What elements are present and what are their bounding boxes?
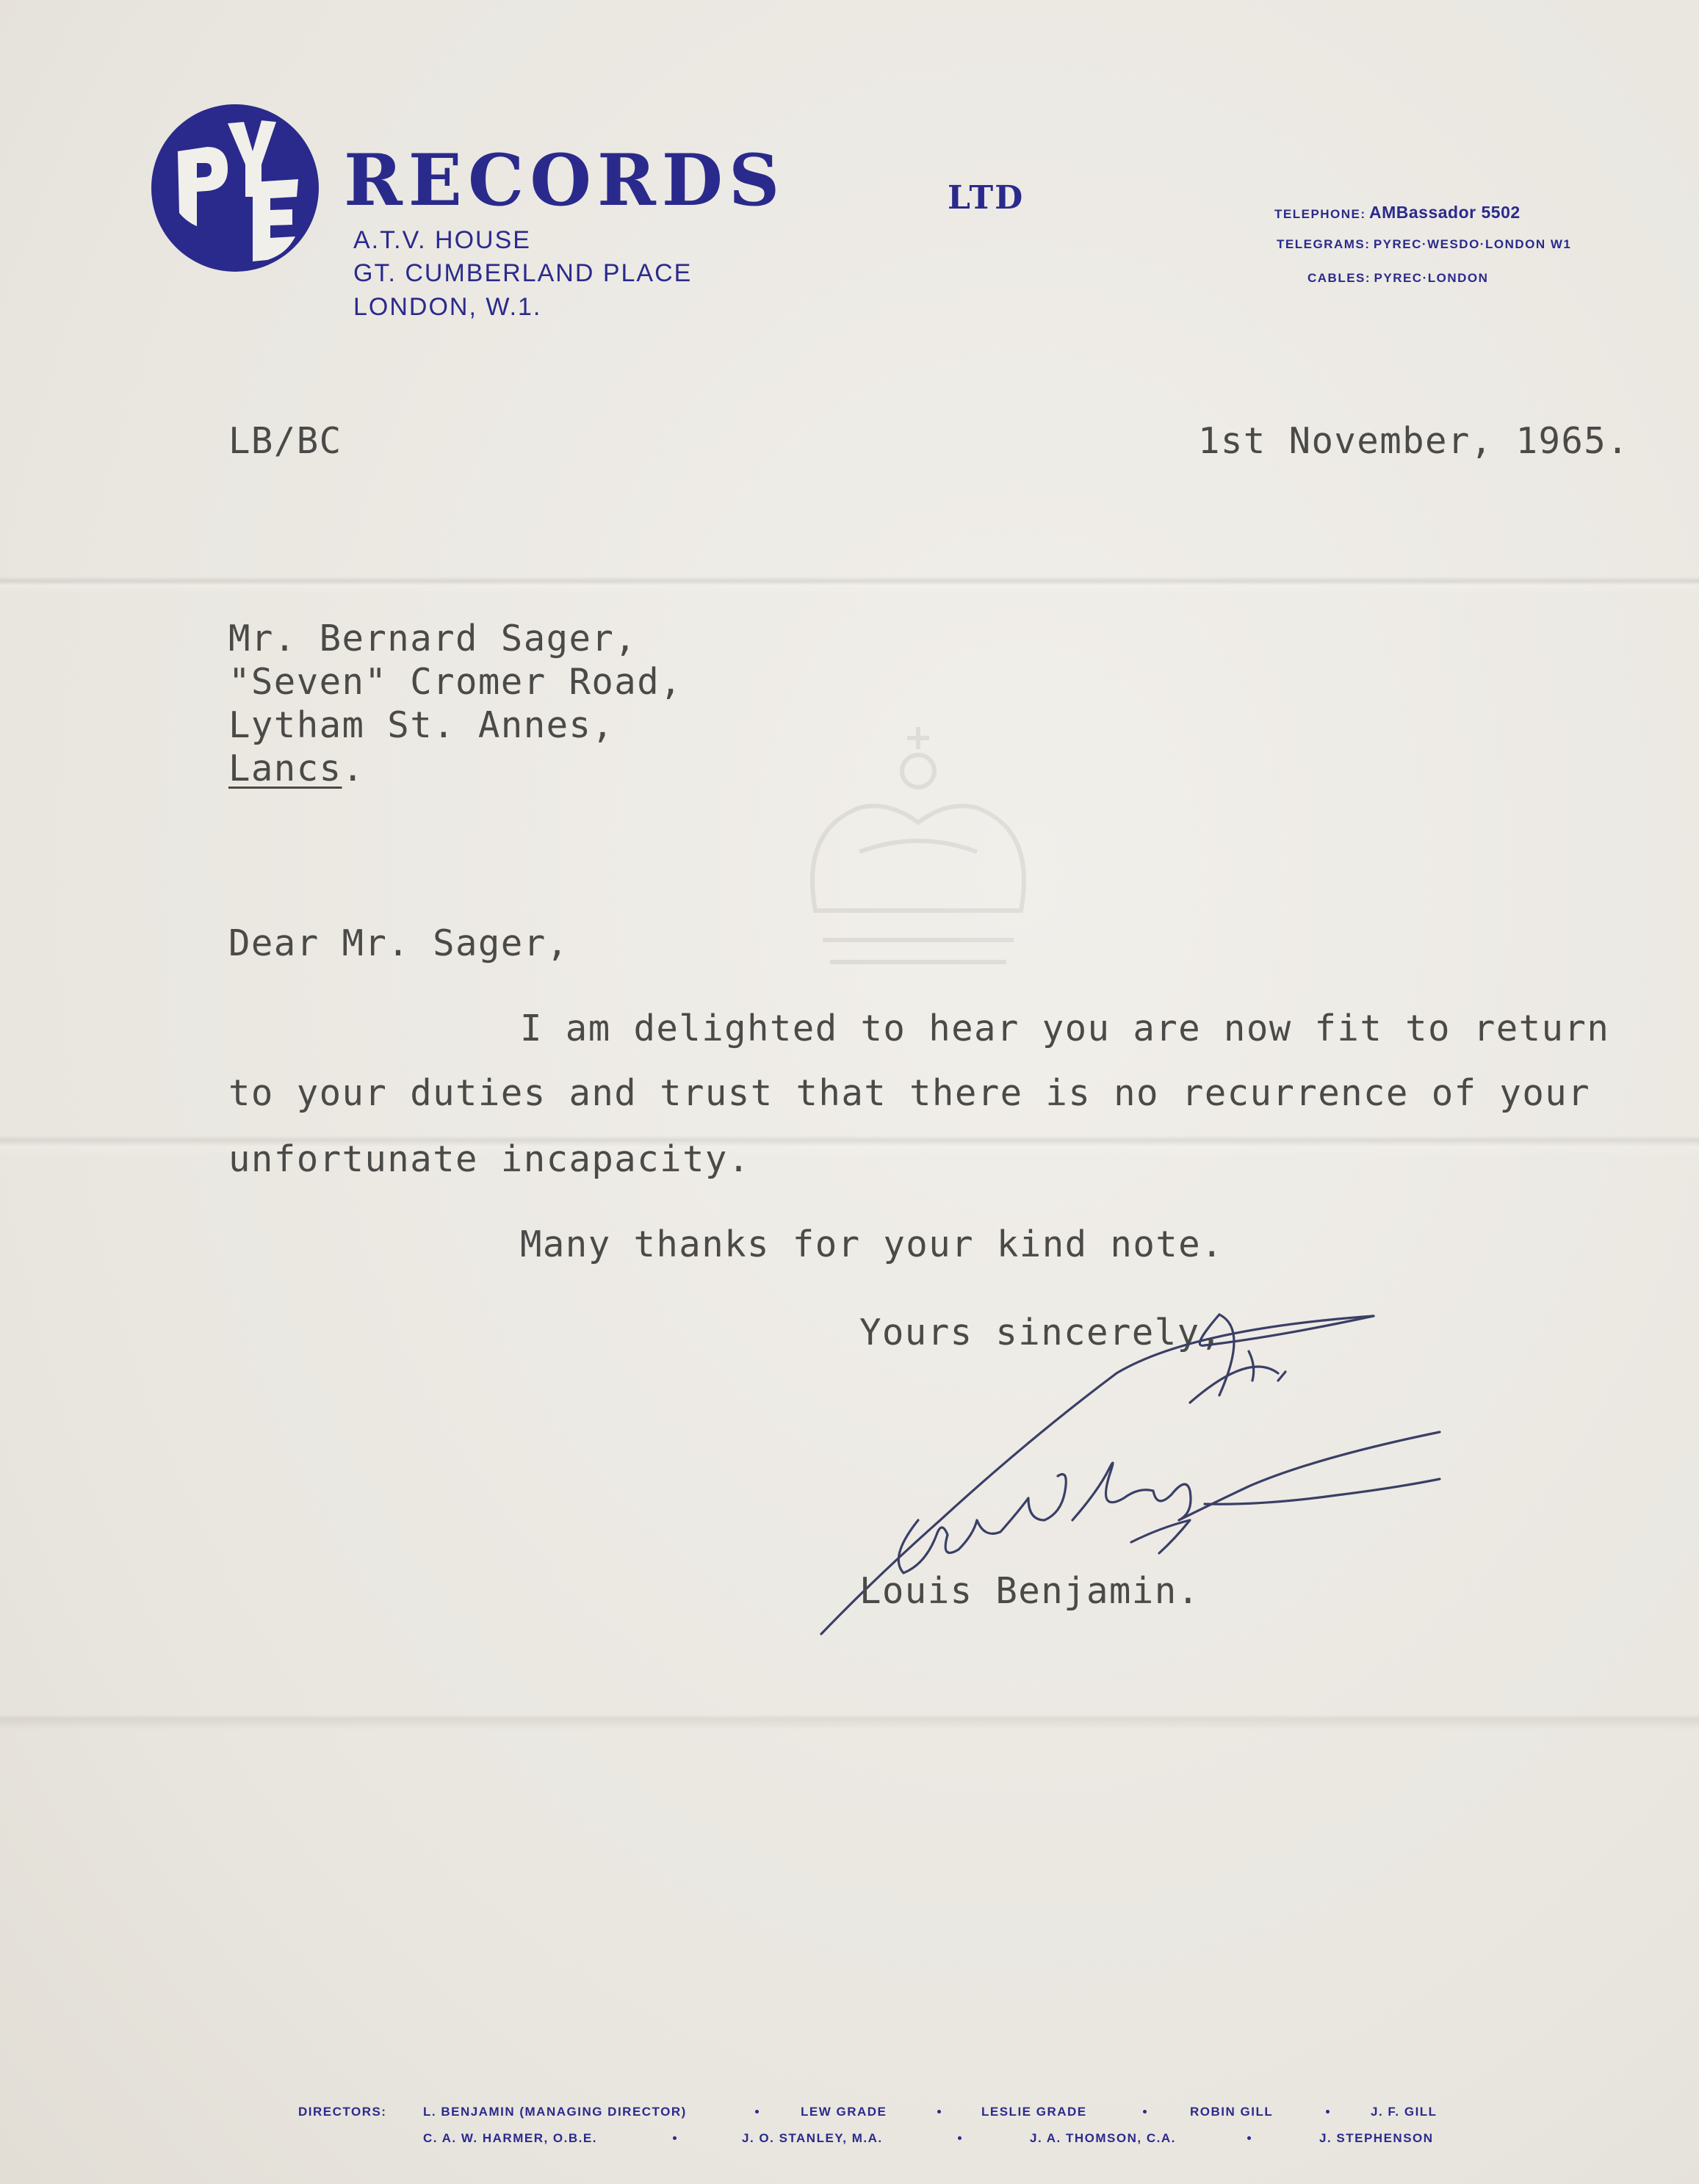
director-8: J. A. THOMSON, C.A. [1030, 2131, 1176, 2145]
cables-label: CABLES: [1307, 271, 1371, 285]
director-5: J. F. GILL [1371, 2105, 1438, 2119]
recipient-name: Mr. Bernard Sager, [228, 618, 638, 659]
telegrams-line [1277, 238, 1571, 251]
telegrams-value: PYREC·WESDO·LONDON W1 [1373, 237, 1572, 251]
telephone-label: TELEPHONE: [1274, 207, 1366, 221]
separator-dot [673, 2136, 677, 2140]
director-3: LESLIE GRADE [981, 2105, 1087, 2119]
pye-logo [150, 103, 320, 273]
brand-suffix: LTD [948, 179, 1025, 217]
telegrams-label: TELEGRAMS: [1277, 237, 1371, 251]
closing: Yours sincerely, [859, 1312, 1223, 1353]
director-1: L. BENJAMIN (MANAGING DIRECTOR) [423, 2105, 687, 2119]
date: 1st November, 1965. [1198, 420, 1630, 462]
director-4: ROBIN GILL [1190, 2105, 1274, 2119]
separator-dot [937, 2110, 941, 2114]
recipient-county-period: . [342, 748, 365, 789]
director-9: J. STEPHENSON [1319, 2131, 1434, 2145]
crown-watermark [771, 720, 1065, 984]
brand-name: RECORDS [344, 139, 786, 222]
address-line-2: GT. CUMBERLAND PLACE [353, 259, 693, 287]
body-line-1: I am delighted to hear you are now fit to return [520, 1008, 1610, 1049]
body-line-2: to your duties and trust that there is no recurrence of your [228, 1072, 1591, 1114]
cables-line [1307, 272, 1488, 285]
director-2: LEW GRADE [801, 2105, 887, 2119]
body-line-4: Many thanks for your kind note. [520, 1223, 1224, 1265]
telephone-value: AMBassador 5502 [1369, 203, 1521, 222]
salutation: Dear Mr. Sager, [228, 922, 569, 964]
reference: LB/BC [228, 420, 342, 462]
director-7: J. O. STANLEY, M.A. [742, 2131, 883, 2145]
separator-dot [1326, 2110, 1330, 2114]
separator-dot [958, 2136, 962, 2140]
separator-dot [1247, 2136, 1251, 2140]
address-line-1: A.T.V. HOUSE [353, 226, 531, 254]
telephone-line [1274, 204, 1521, 221]
separator-dot [755, 2110, 759, 2114]
directors-label: DIRECTORS: [298, 2105, 387, 2119]
recipient-town: Lytham St. Annes, [228, 704, 615, 746]
recipient-street: "Seven" Cromer Road, [228, 661, 683, 703]
recipient-county: Lancs [228, 748, 342, 789]
address-line-3: LONDON, W.1. [353, 293, 542, 321]
separator-dot [1143, 2110, 1147, 2114]
recipient-county-line [228, 748, 365, 789]
signatory: Louis Benjamin. [859, 1570, 1200, 1612]
director-6: C. A. W. HARMER, O.B.E. [423, 2131, 597, 2145]
cables-value: PYREC·LONDON [1374, 271, 1489, 285]
body-line-3: unfortunate incapacity. [228, 1138, 751, 1180]
